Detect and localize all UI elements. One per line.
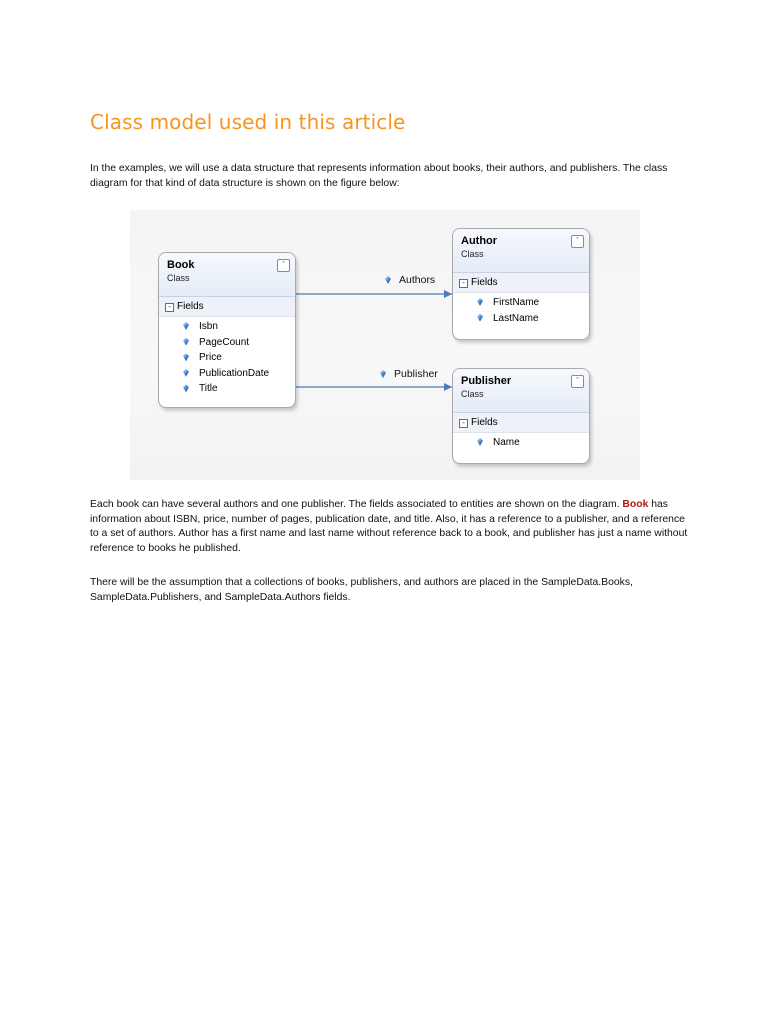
field-item: PageCount	[159, 335, 295, 351]
field-icon	[183, 338, 189, 346]
authors-association-label: Authors	[385, 274, 435, 286]
fields-section-header[interactable]: - Fields	[453, 413, 589, 433]
field-icon	[183, 369, 189, 377]
field-item: Name	[453, 435, 589, 451]
collapse-icon[interactable]: ˆ	[277, 259, 290, 272]
field-icon	[183, 322, 189, 330]
publisher-association-label: Publisher	[380, 368, 438, 380]
fields-section-header[interactable]: - Fields	[159, 297, 295, 317]
collapse-icon[interactable]: ˆ	[571, 235, 584, 248]
collapse-section-icon[interactable]: -	[165, 303, 174, 312]
field-item: Title	[159, 381, 295, 397]
page-title: Class model used in this article	[90, 110, 406, 134]
intro-paragraph: In the examples, we will use a data structure that represents information about books, their authors, and publishers. The class diagram for that kind of data structure is shown on the figure below:	[90, 163, 668, 189]
class-kind: Class	[167, 273, 190, 283]
book-class-box[interactable]	[158, 252, 296, 408]
class-header	[453, 229, 589, 273]
class-name: Book	[167, 259, 195, 271]
fields-list	[453, 433, 589, 451]
field-item: PublicationDate	[159, 366, 295, 382]
class-kind: Class	[461, 389, 484, 399]
collapse-section-icon[interactable]: -	[459, 279, 468, 288]
author-class-box[interactable]	[452, 228, 590, 340]
field-item: LastName	[453, 311, 589, 327]
collapse-icon[interactable]: ˆ	[571, 375, 584, 388]
class-name: Author	[461, 235, 498, 247]
class-kind: Class	[461, 249, 484, 259]
publisher-class-box[interactable]	[452, 368, 590, 464]
fields-list	[159, 317, 295, 397]
field-icon	[477, 314, 483, 322]
fields-section-header[interactable]: - Fields	[453, 273, 589, 293]
authors-arrowhead	[444, 290, 452, 298]
description-paragraph: Each book can have several authors and one publisher. The fields associated to entities are shown on the diagram. Book has information about ISBN, price, number of pages, publication date, and title. Also, it has a reference to a publisher, and a reference to a set of authors. Author has a first name and last name without reference back to a book, and publisher has just a name without reference to books he published.	[90, 499, 688, 554]
field-icon	[183, 353, 189, 361]
property-icon	[380, 370, 386, 378]
fields-list	[453, 293, 589, 326]
field-item: Price	[159, 350, 295, 366]
field-item: FirstName	[453, 295, 589, 311]
field-icon	[183, 384, 189, 392]
field-icon	[477, 298, 483, 306]
field-icon	[477, 438, 483, 446]
property-icon	[385, 276, 391, 284]
collapse-section-icon[interactable]: -	[459, 419, 468, 428]
class-diagram	[130, 210, 640, 480]
book-class-reference: Book	[622, 499, 649, 510]
field-item: Isbn	[159, 319, 295, 335]
class-name: Publisher	[461, 375, 512, 387]
assumption-paragraph: There will be the assumption that a collections of books, publishers, and authors are placed in the SampleData.Books, SampleData.Publishers, and SampleData.Authors fields.	[90, 577, 633, 603]
class-header	[159, 253, 295, 297]
class-header	[453, 369, 589, 413]
publisher-arrowhead	[444, 383, 452, 391]
